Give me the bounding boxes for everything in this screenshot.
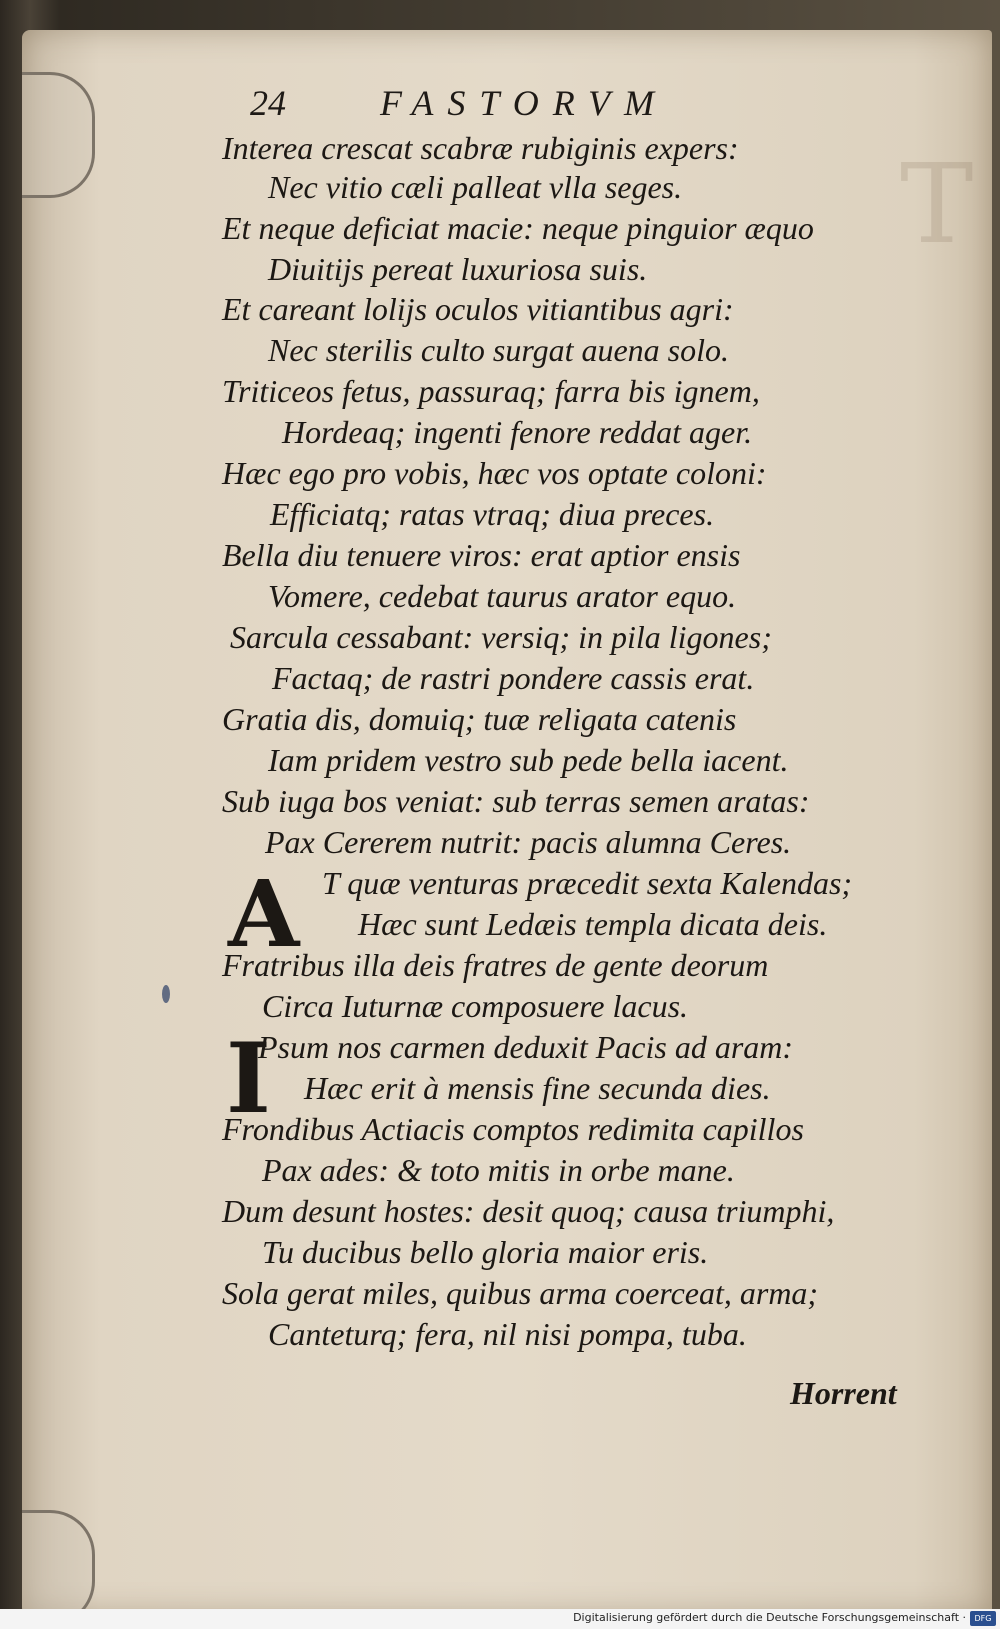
footer-bar [0,1609,1000,1629]
verse-line: Iam pridem vestro sub pede bella iacent. [268,742,789,778]
verse-line: Pax Cererem nutrit: pacis alumna Ceres. [265,824,792,860]
verse-line: Et neque deficiat macie: neque pinguior æquo [222,210,814,246]
verse-line: Tu ducibus bello gloria maior eris. [262,1234,709,1270]
show-through-letter: T [900,140,974,268]
verse-line: Interea crescat scabræ rubiginis expers: [222,130,739,166]
drop-initial-a: A [228,860,300,968]
verse-line: Nec sterilis culto surgat auena solo. [268,332,730,368]
verse-line: Fratribus illa deis fratres de gente deorum [222,947,769,983]
verse-line: Gratia dis, domuiq; tuæ religata catenis [222,701,737,737]
verse-line: Triticeos fetus, passuraq; farra bis ignem, [222,373,760,409]
drop-initial-i: I [226,1022,271,1135]
verse-line: T quæ venturas præcedit sexta Kalendas; [322,865,853,901]
verse-line: Sola gerat miles, quibus arma coerceat, arma; [222,1275,819,1311]
verse-line: Hæc sunt Ledæis templa dicata deis. [358,906,828,942]
verse-line: Sarcula cessabant: versiq; in pila ligones; [230,619,772,655]
verse-line: Vomere, cedebat taurus arator equo. [268,578,737,614]
verse-line: Circa Iuturnæ composuere lacus. [262,988,689,1024]
verse-line: Bella diu tenuere viros: erat aptior ensis [222,537,741,573]
verse-line: Hæc erit à mensis fine secunda dies. [304,1070,771,1106]
verse-line: Hæc ego pro vobis, hæc vos optate coloni: [222,455,767,491]
verse-line: Dum desunt hostes: desit quoq; causa triumphi, [222,1193,835,1229]
funding-credit: Digitalisierung gefördert durch die Deutsche Forschungsgemeinschaft · [573,1611,966,1624]
verse-line: Hordeaq; ingenti fenore reddat ager. [282,414,753,450]
verse-line: Nec vitio cæli palleat vlla seges. [268,169,683,205]
verse-line: Et careant lolijs oculos vitiantibus agri: [222,291,734,327]
verse-line: Canteturq; fera, nil nisi pompa, tuba. [268,1316,747,1352]
catchword: Horrent [790,1375,897,1411]
page-number: 24 [250,83,286,123]
verse-line: Efficiatq; ratas vtraq; diua preces. [270,496,715,532]
ink-blot [162,985,170,1003]
verse-line: Psum nos carmen deduxit Pacis ad aram: [258,1029,794,1065]
dfg-logo-icon: DFG [970,1611,996,1626]
running-title: FASTORVM [380,83,669,123]
verse-line: Frondibus Actiacis comptos redimita capillos [222,1111,804,1147]
verse-line: Pax ades: & toto mitis in orbe mane. [262,1152,735,1188]
verse-line: Factaq; de rastri pondere cassis erat. [272,660,755,696]
verse-line: Sub iuga bos veniat: sub terras semen aratas: [222,783,810,819]
verse-line: Diuitijs pereat luxuriosa suis. [268,251,648,287]
page-clip-top [22,72,95,198]
page-header [250,82,720,126]
